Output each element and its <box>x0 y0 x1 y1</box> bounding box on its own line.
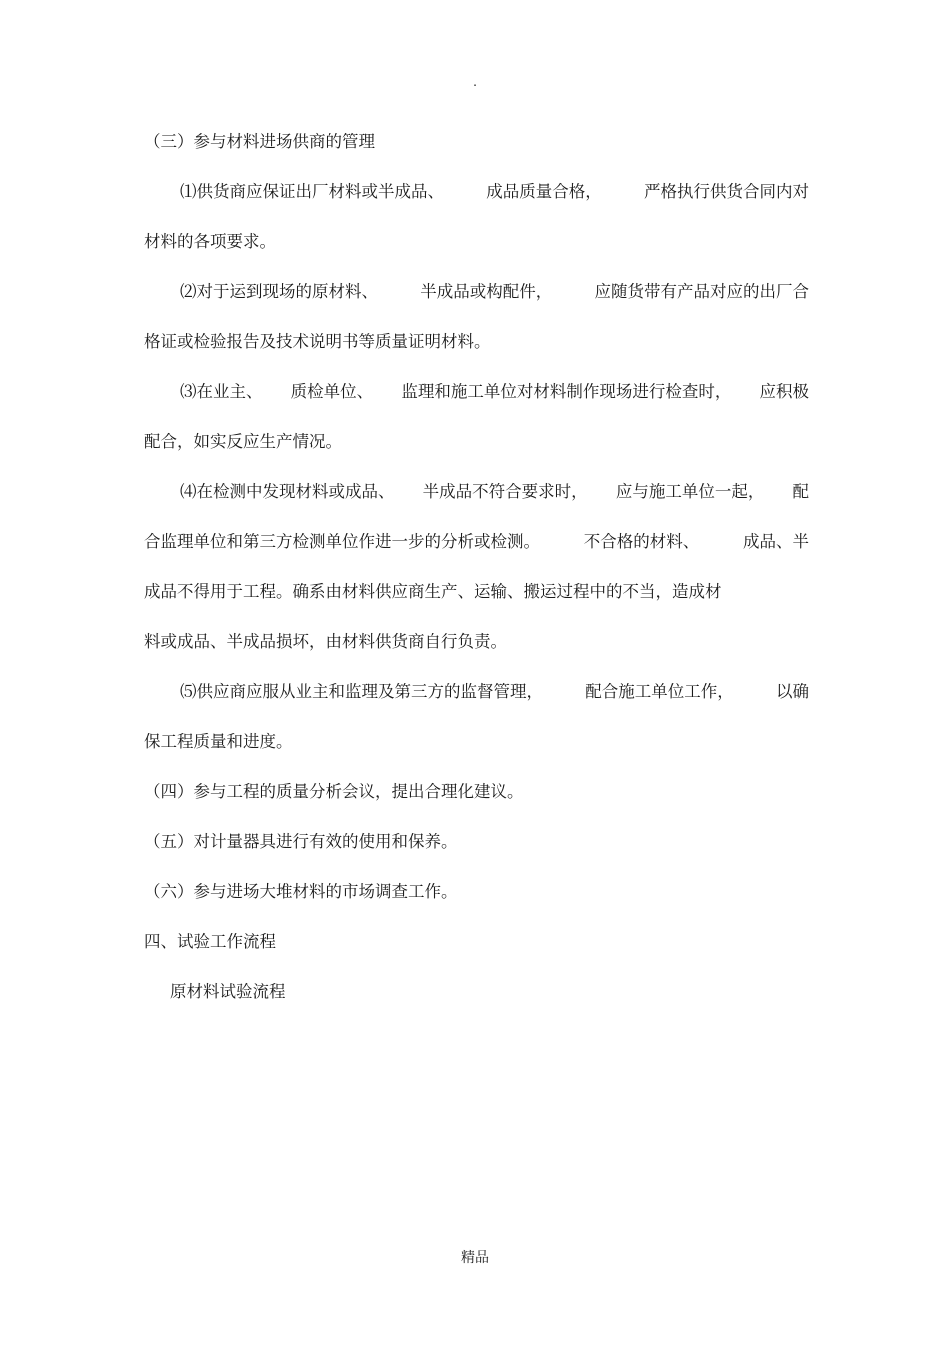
paragraph-1-line-1 <box>144 180 809 230</box>
paragraph-5-line-1 <box>144 680 809 730</box>
text-segment: 应与施工单位一起， <box>615 482 765 501</box>
text-segment: ⑵对于运到现场的原材料、 <box>180 282 378 301</box>
paragraph-3-line-2: 配合，如实反应生产情况。 <box>144 432 342 451</box>
section-6-item: （六）参与进场大堆材料的市场调查工作。 <box>144 882 458 901</box>
text-segment: 成品质量合格， <box>486 182 602 201</box>
text-segment: 监理和施工单位对材料制作现场进行检查时， <box>401 382 732 401</box>
section-5-item: （五）对计量器具进行有效的使用和保养。 <box>144 832 458 851</box>
text-segment: 半成品或构配件， <box>420 282 553 301</box>
section-4-item: （四）参与工程的质量分析会议，提出合理化建议。 <box>144 782 524 801</box>
text-segment: ⑷在检测中发现材料或成品、 <box>180 482 395 501</box>
text-segment: 以确 <box>776 682 809 701</box>
text-segment: 应积极 <box>759 382 809 401</box>
text-segment: 严格执行供货合同内对 <box>644 182 809 201</box>
paragraph-2-line-1 <box>144 280 809 330</box>
page-header-mark: . <box>473 75 477 89</box>
text-segment: 配 <box>792 482 809 501</box>
paragraph-4-line-4: 料或成品、半成品损坏，由材料供货商自行负责。 <box>144 632 507 651</box>
text-segment: 应随货带有产品对应的出厂合 <box>594 282 809 301</box>
text-segment: 成品、半 <box>743 532 809 551</box>
paragraph-2-line-2: 格证或检验报告及技术说明书等质量证明材料。 <box>144 332 491 351</box>
text-segment: 配合施工单位工作， <box>585 682 734 701</box>
paragraph-4-line-2 <box>144 530 809 580</box>
text-segment: 不合格的材料、 <box>583 532 700 551</box>
text-segment: 半成品不符合要求时， <box>422 482 588 501</box>
paragraph-1-line-2: 材料的各项要求。 <box>144 232 276 251</box>
subheading-material-test-flow: 原材料试验流程 <box>170 982 286 1001</box>
text-segment: ⑸供应商应服从业主和监理及第三方的监督管理， <box>180 682 543 701</box>
text-segment: 合监理单位和第三方检测单位作进一步的分析或检测。 <box>144 532 540 551</box>
text-segment: ⑶在业主、 <box>180 382 263 401</box>
heading-4: 四、试验工作流程 <box>144 932 276 951</box>
paragraph-4-line-3: 成品不得用于工程。确系由材料供应商生产、运输、搬运过程中的不当，造成材 <box>144 582 722 601</box>
paragraph-3-line-1 <box>144 380 809 430</box>
text-segment: 质检单位、 <box>290 382 374 401</box>
section-3-title: （三）参与材料进场供商的管理 <box>144 132 375 151</box>
paragraph-5-line-2: 保工程质量和进度。 <box>144 732 293 751</box>
document-body <box>144 130 809 1030</box>
text-segment: ⑴供货商应保证出厂材料或半成品、 <box>180 182 444 201</box>
paragraph-4-line-1 <box>144 480 809 530</box>
page-footer-label: 精品 <box>461 1250 489 1266</box>
